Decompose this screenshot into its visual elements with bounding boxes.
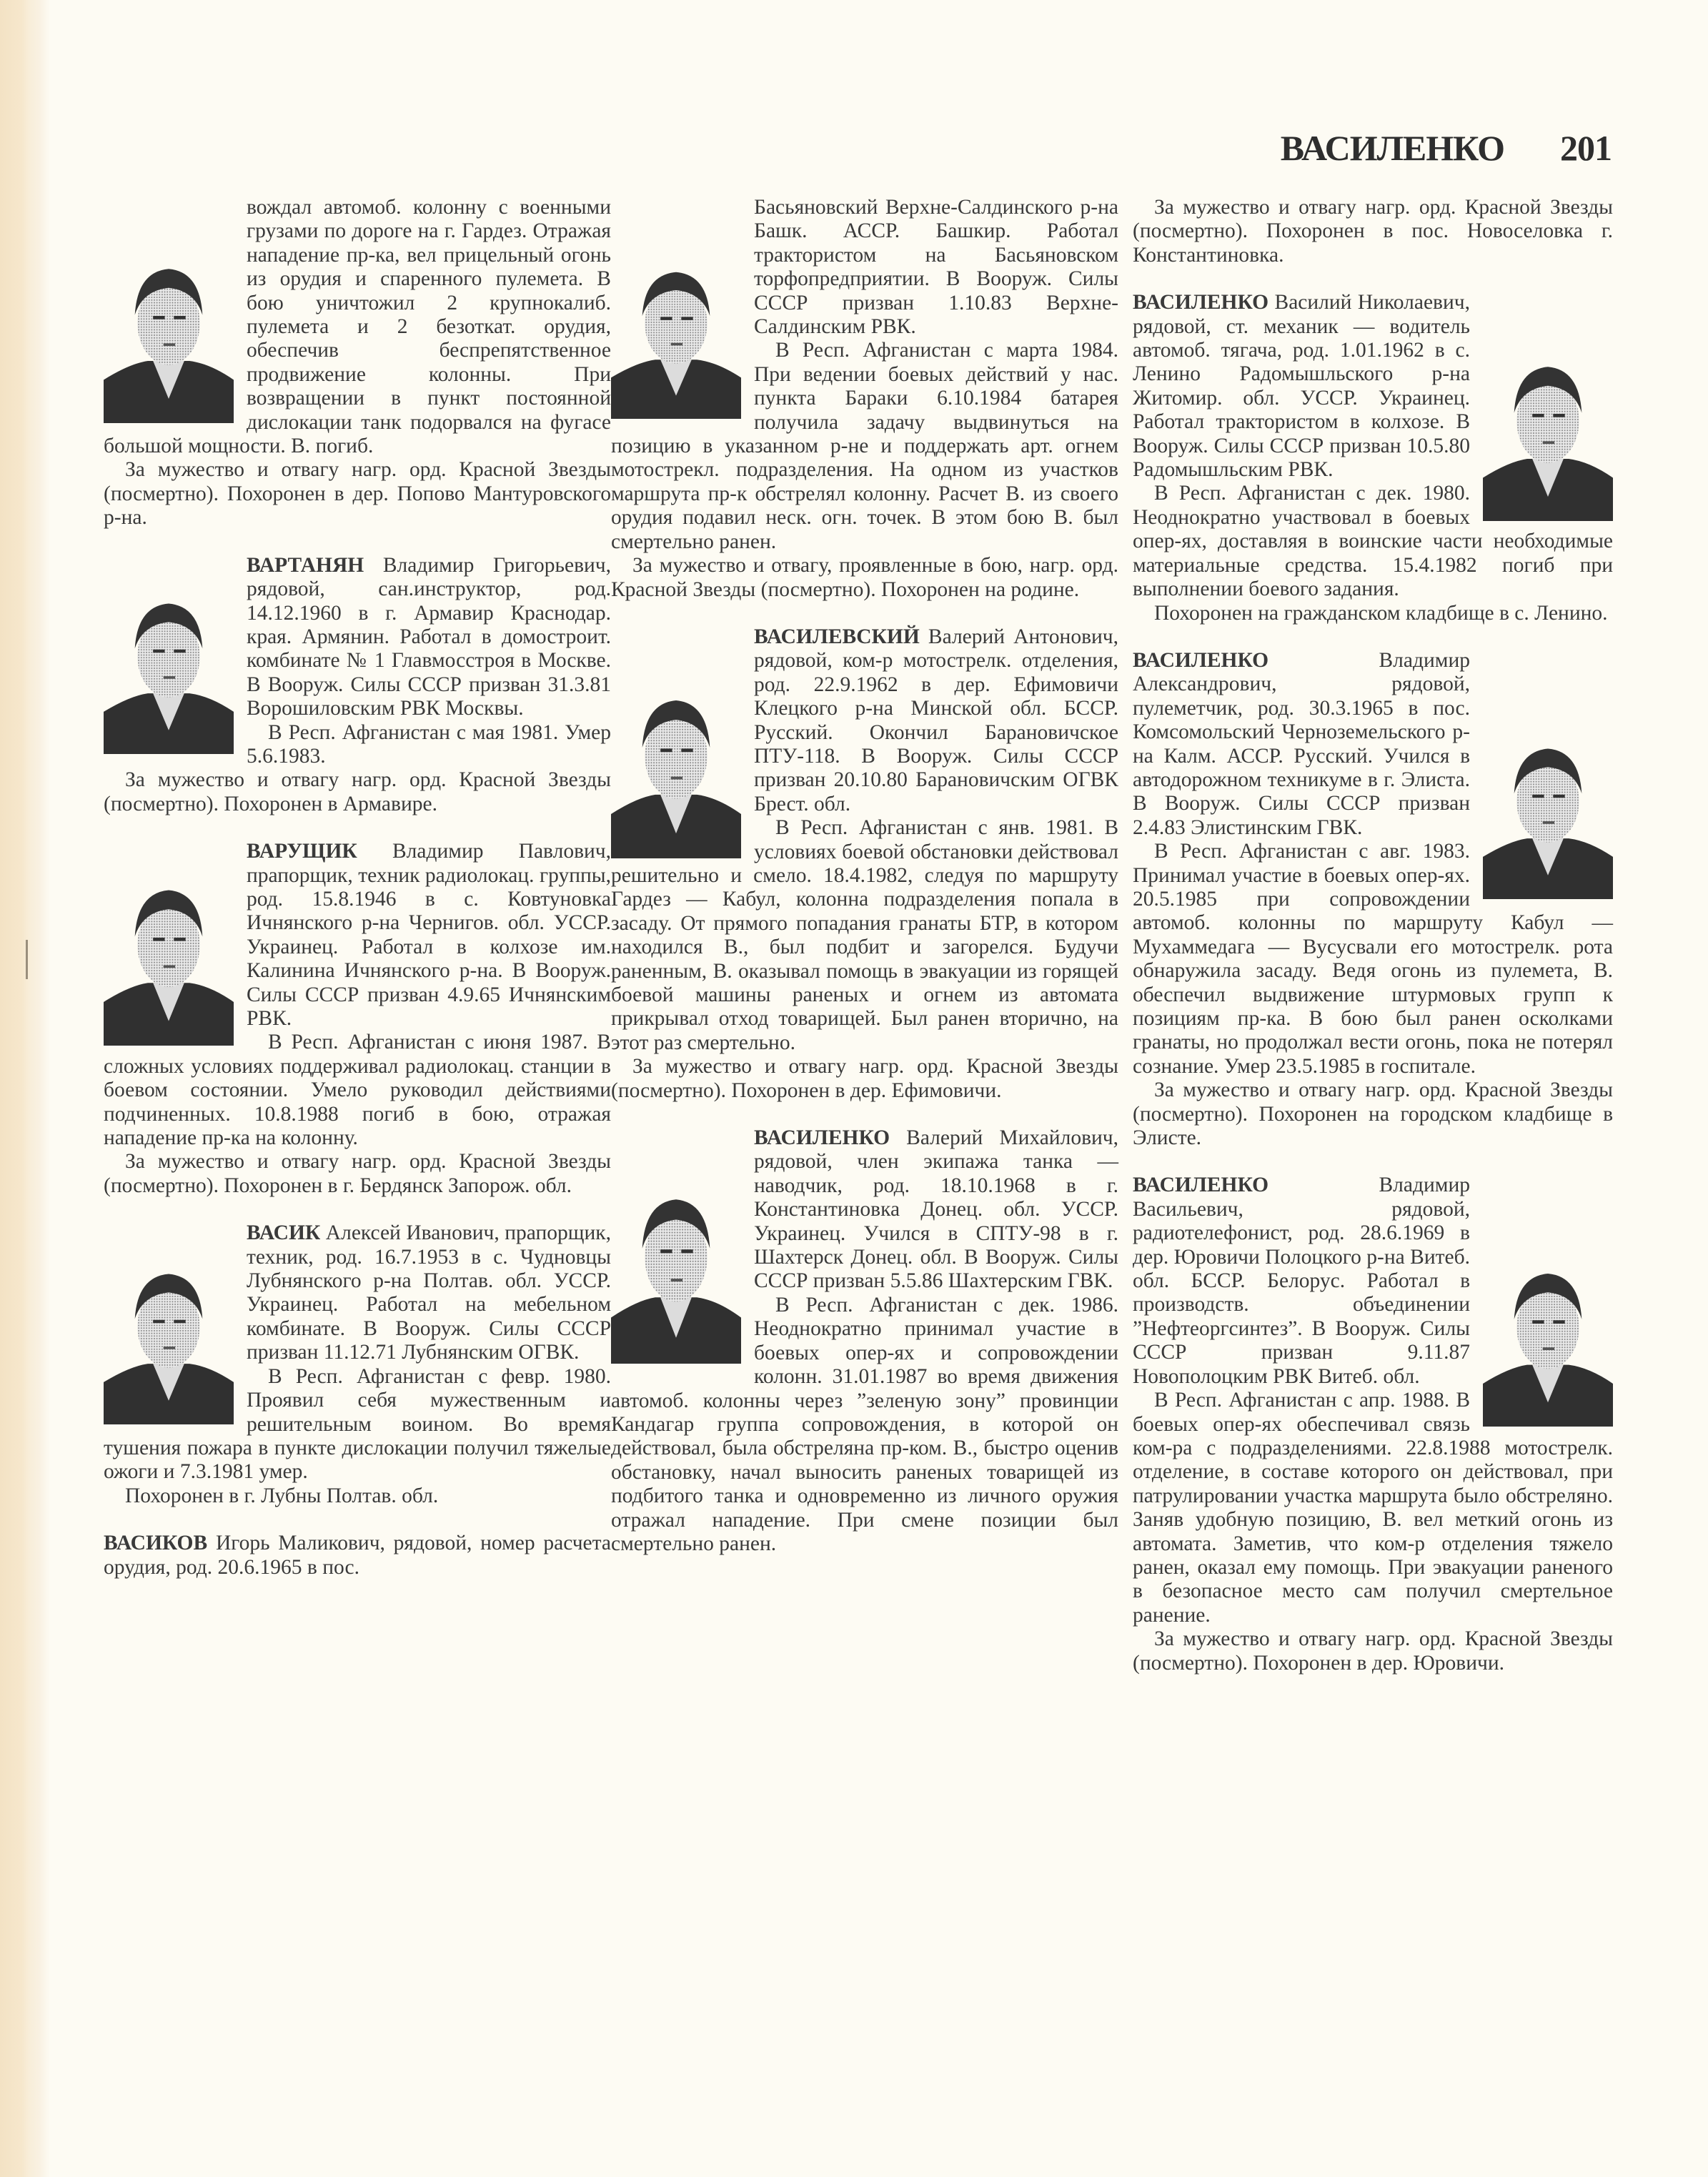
page-number: 201 — [1560, 128, 1612, 168]
entry-award: За мужество и отвагу нагр. орд. Красной Звезды (посмертно). Похоронен в дер. Ефимовичи. — [611, 1055, 1118, 1102]
entry-service: В Респ. Афганистан с марта 1984. При ведении боевых действий у нас. пункта Бараки 6.10.1984 батарея получила задачу выдвинуться на позицию в указанном р-не и поддержать арт. огнем мотострекл. подразделения. На одном из участков маршрута пр-к обстрелял колонну. Расчет В. из своего орудия подавил неск. огн. точек. В этом бою В. был смертельно ранен. — [611, 339, 1118, 553]
entry-continuation-text: вождал автомоб. колонну с военными грузами по дороге на г. Гардез. Отражая нападение пр-ка, вел прицельный огонь из орудия и спаренного пулемета. В бою уничтожил 2 крупнокалиб. пулемета и 2 безоткат. орудия, обеспечив беспрепятственное продвижение колонны. При возвращении в пункт постоянной дислокации танк подорвался на фугасе большой мощности. В. погиб. — [104, 196, 611, 458]
entry-bio-continued: Басьяновский Верхне-Салдинского р-на Башк. АССР. Башкир. Работал трактористом на Басьяновском торфопредприятии. В Вооруж. Силы СССР призван 1.10.83 Верхне-Салдинским РВК. — [754, 196, 1118, 339]
entry-vartanyan — [104, 554, 611, 816]
entry-surname: ВАСИЛЕНКО — [1133, 1174, 1269, 1197]
entry-burial: Похоронен на гражданском кладбище в с. Ленино. — [1154, 601, 1608, 625]
entry-bio: Владимир Александрович, рядовой, пулеметчик, род. 30.3.1965 в пос. Комсомольский Черноземельского р-на Калм. АССР. Русский. Учился в автодорожном техникуме в г. Элиста. В Вооруж. Силы СССР призван 2.4.83 Элистинским ГВК. — [1133, 648, 1470, 839]
entry-vasilevsky — [611, 625, 1118, 1103]
entry-award: За мужество и отвагу, проявленные в бою, нагр. орд. Красной Звезды (посмертно). Похоронен на родине. — [611, 554, 1118, 601]
award-burial-text: За мужество и отвагу нагр. орд. Красной Звезды (посмертно). Похоронен в пос. Новоселовка г. Константиновка. — [1133, 196, 1613, 267]
entry-bio: Владимир Григорьевич, рядовой, сан.инструктор, род. 14.12.1960 в г. Армавир Краснодар. края. Армянин. Работал в домостроит. комбинате № 1 Главмосстроя в Москве. В Вооруж. Силы СССР призван 31.3.81 Ворошиловским РВК Москвы. — [247, 553, 611, 720]
entry-service: В Респ. Афганистан с янв. 1981. В условиях боевой обстановки действовал решительно и смело. 18.4.1982, следуя по маршруту Гардез — Кабул, колонна подразделения попала в засаду. От прямого попадания гранаты БТР, в котором находился В., был подбит и загорелся. Будучи раненным, В. оказывал помощь в эвакуации из горящей боевой машины раненых и огнем из автомата прикрывал отход товарищей. Был ранен вторично, на этот раз смертельно. — [611, 816, 1118, 1054]
entry-bio: Валерий Антонович, рядовой, ком-р мотострелк. отделения, род. 22.9.1962 в дер. Ефимовичи Клецкого р-на Минской обл. БССР. Русский. Окончил Барановичское ПТУ-118. В Вооруж. Силы СССР призван 20.10.80 Барановичским ОГВК Брест. обл. — [754, 625, 1118, 815]
running-header — [1281, 127, 1612, 170]
entry-vasilenko-vladimir-a — [1133, 649, 1613, 1151]
entry-award: За мужество и отвагу нагр. орд. Красной Звезды (посмертно). Похоронен в дер. Юровичи. — [1133, 1627, 1613, 1675]
column-1 — [104, 196, 611, 1580]
portrait-photo — [104, 868, 234, 1046]
entry-surname: ВАСИЛЕНКО — [1133, 291, 1269, 314]
portrait-photo — [1483, 728, 1613, 899]
entry-vasikov-continued — [611, 196, 1118, 602]
entry-service: В Респ. Афганистан с авг. 1983. Принимал участие в боевых опер-ях. 20.5.1985 при сопровождении автомоб. колонны по маршруту Кабул — Мухаммедага — Вусусвали его мотострелк. рота обнаружила засаду. Ведя огонь из пулемета, В. обеспечил выдвижение штурмовых групп к позициям пр-ка. В бою был ранен осколками гранаты, но продолжал вести огонь, пока не потерял сознание. Умер 23.5.1985 в госпитале. — [1133, 840, 1613, 1078]
entry-burial: Похоронен в г. Лубны Полтав. обл. — [125, 1484, 439, 1507]
entry-vasilenko-vasily — [1133, 291, 1613, 625]
entry-award: За мужество и отвагу нагр. орд. Красной Звезды (посмертно). Похоронен в г. Бердянск Запорож. обл. — [104, 1150, 611, 1197]
running-head-title: ВАСИЛЕНКО — [1280, 128, 1504, 168]
book-binding-edge — [0, 0, 50, 2177]
entry-award: За мужество и отвагу нагр. орд. Красной Звезды (посмертно). Похоронен на городском кладбище в Элисте. — [1133, 1078, 1613, 1150]
entry-surname: ВАСИЛЕНКО — [754, 1126, 890, 1150]
entry-vasikov — [104, 1532, 611, 1580]
portrait-photo — [1483, 345, 1613, 521]
entry-surname: ВАРУЩИК — [247, 840, 357, 863]
entry-bio: Валерий Михайлович, рядовой, член экипажа танка — наводчик, род. 18.10.1968 в г. Константиновка Донец. обл. УССР. Украинец. Учился в СПТУ-98 в г. Шахтерск Донец. обл. В Вооруж. Силы СССР призван 5.5.86 Шахтерским ГВК. — [754, 1126, 1118, 1293]
entry-surname: ВАСИЛЕВСКИЙ — [754, 625, 920, 648]
entry-service: В Респ. Афганистан с февр. 1980. Проявил себя мужественным и решительным воином. Во время тушения пожара в пункте дислокации получил тяжелые ожоги и 7.3.1981 умер. — [104, 1364, 611, 1484]
portrait-photo — [1483, 1252, 1613, 1427]
entry-service: В Респ. Афганистан с апр. 1988. В боевых опер-ях обеспечивал связь ком-ра с подразделениями. 22.8.1988 мотострелк. отделение, в составе которого он действовал, при патрулировании участка маршрута было обстреляно. Заняв удобную позицию, В. вел меткий огонь из автомата. Заметив, что ком-р отделения тяжело ранен, оказал ему помощь. При эвакуации раненого в безопасное место сам получил смертельное ранение. — [1133, 1389, 1613, 1627]
portrait-photo — [104, 247, 234, 423]
entry-vasilenko-valery — [611, 1126, 1118, 1556]
entry-surname: ВАРТАНЯН — [247, 553, 364, 577]
entry-bio: Василий Николаевич, рядовой, ст. механик — водитель автомоб. тягача, род. 1.01.1962 в с. Ленино Радомышльского р-на Житомир. обл. УССР. Украинец. Работал трактористом в колхозе. В Вооруж. Силы СССР призван 10.5.80 Радомышльским РВК. — [1133, 291, 1470, 482]
entry-service: В Респ. Афганистан с июня 1987. В сложных условиях поддерживал радиолокац. станции в боевом состоянии. Умело руководил действиями подчиненных. 10.8.1988 погиб в бою, отражая нападение пр-ка на колонну. — [104, 1031, 611, 1150]
entry-bio: Игорь Маликович, рядовой, номер расчета орудия, род. 20.6.1965 в пос. — [104, 1532, 611, 1579]
entry-vasik — [104, 1221, 611, 1508]
entry-award: За мужество и отвагу нагр. орд. Красной Звезды (посмертно). Похоронен в Армавире. — [104, 768, 611, 815]
portrait-photo — [611, 678, 741, 858]
entry-vasilenko-vladimir-v — [1133, 1174, 1613, 1675]
entry-surname: ВАСИЛЕНКО — [1133, 648, 1269, 672]
portrait-photo — [104, 582, 234, 754]
column-3 — [1133, 196, 1613, 1675]
portrait-photo — [611, 1176, 741, 1364]
award-burial-text: За мужество и отвагу нагр. орд. Красной Звезды (посмертно). Похоронен в дер. Попово Мантуровского р-на. — [104, 458, 611, 530]
column-2 — [611, 196, 1118, 1556]
entry-varushchik — [104, 840, 611, 1198]
entry-bio: Владимир Васильевич, рядовой, радиотелефонист, род. 28.6.1969 в дер. Юровичи Полоцкого р-на Витеб. обл. БССР. Белорус. Работал в производств. объединении ”Нефтеоргсинтез”. В Вооруж. Силы СССР призван 9.11.87 Новополоцким РВК Витеб. обл. — [1133, 1174, 1470, 1388]
entry-service: В Респ. Афганистан с мая 1981. Умер 5.6.1983. — [247, 720, 611, 768]
entry-service: В Респ. Афганистан с дек. 1986. Неоднократно принимал участие в боевых опер-ях и сопровождении колонн. 31.01.1987 во время движения автомоб. колонны через ”зеленую зону” провинции Кандагар группа сопровождения, в которой он действовал, была обстреляна пр-ком. В., быстро оценив обстановку, начал выносить раненых товарищей из подбитого танка и одновременно из личного оружия отражал нападение. При смене позиции был смертельно ранен. — [611, 1293, 1118, 1555]
portrait-photo — [611, 252, 741, 419]
entry-surname: ВАСИКОВ — [104, 1532, 208, 1555]
binding-stain — [26, 940, 28, 979]
entry-bio: Владимир Павлович, прапорщик, техник радиолокац. группы, род. 15.8.1946 в с. Ковтуновка Ичнянского р-на Чернигов. обл. УССР. Украинец. Работал в колхозе им. Калинина Ичнянского р-на. В Вооруж. Силы СССР призван 4.9.65 Ичнянским РВК. — [247, 840, 611, 1030]
entry-service: В Респ. Афганистан с дек. 1980. Неоднократно участвовал в боевых опер-ях, доставляя в воинские части необходимые материальные средства. 15.4.1982 погиб при выполнении боевого задания. — [1133, 482, 1613, 601]
entry-bio: Алексей Иванович, прапорщик, техник, род. 16.7.1953 в с. Чудновцы Лубнянского р-на Полтав. обл. УССР. Украинец. Работал на мебельном комбинате. В Вооруж. Силы СССР призван 11.12.71 Лубнянским ОГВК. — [247, 1221, 611, 1364]
entry-surname: ВАСИК — [247, 1221, 321, 1245]
portrait-photo — [104, 1253, 234, 1424]
